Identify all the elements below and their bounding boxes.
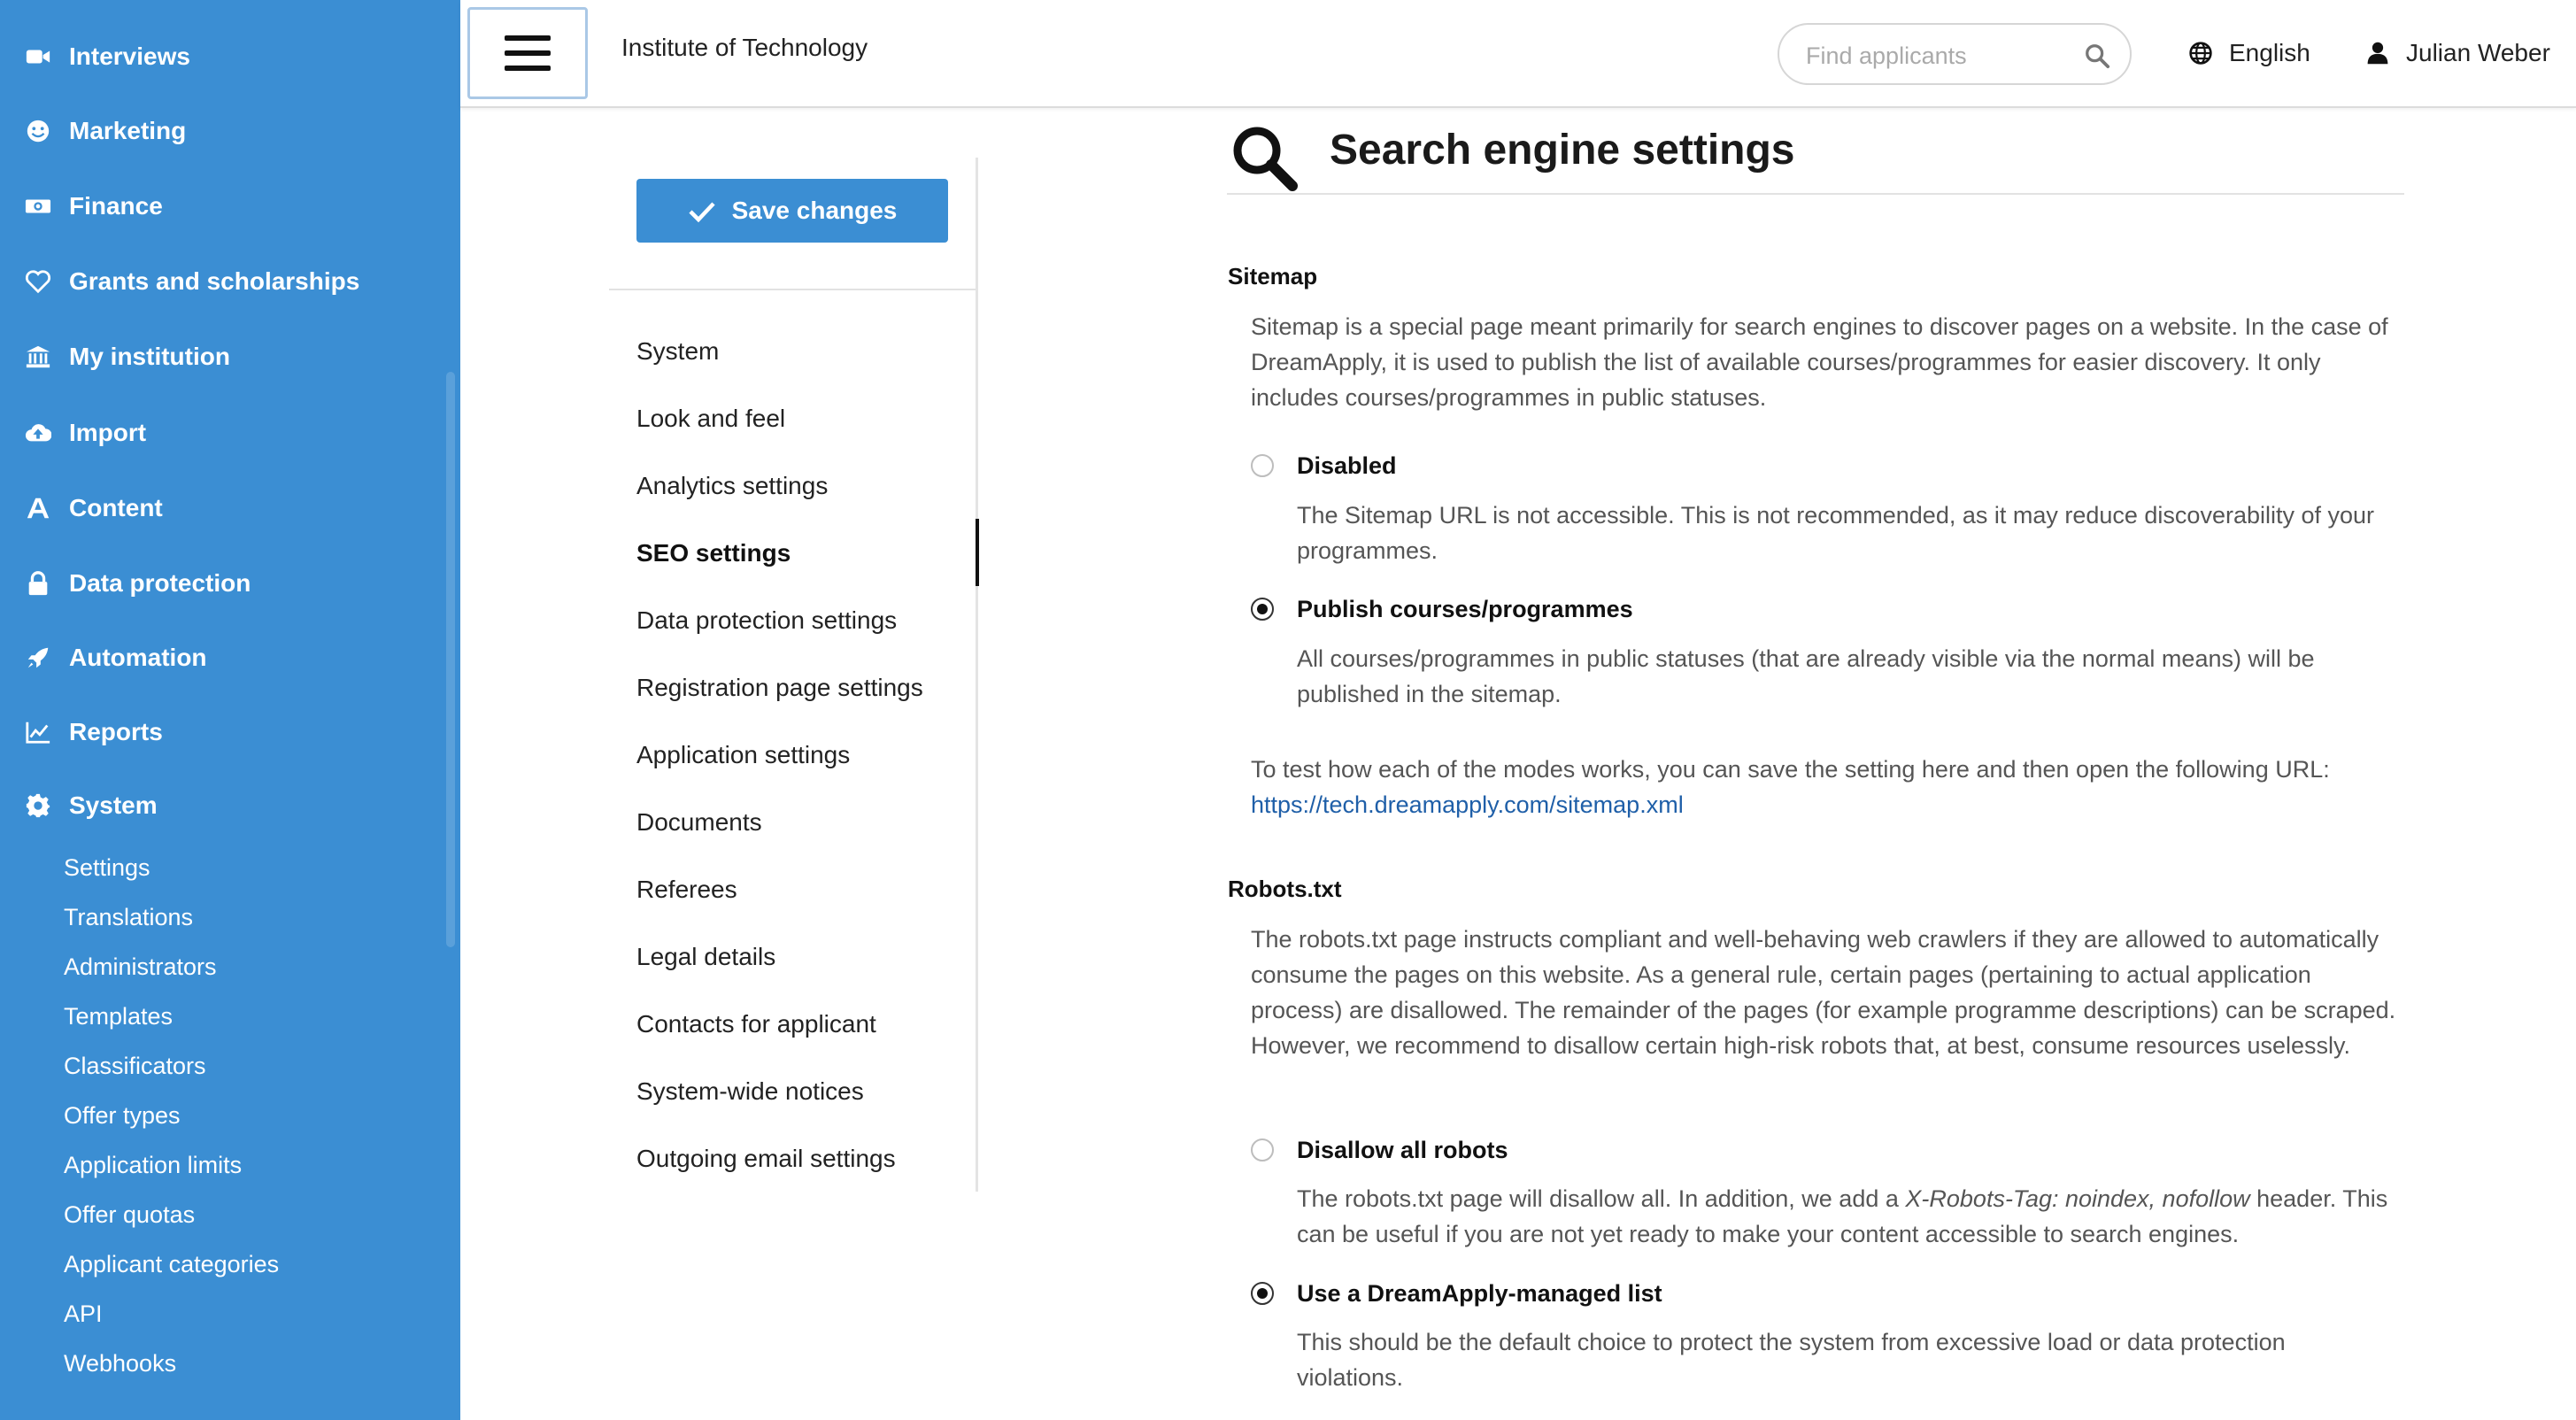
settings-menu-seo[interactable]: SEO settings [636, 539, 791, 567]
video-camera-icon [23, 42, 53, 72]
robots-disallow-desc: The robots.txt page will disallow all. In addition, we add a X-Robots-Tag: noindex, nofollow header. This can be useful if you are not yet ready to make your content accessible to search engines. [1297, 1185, 2388, 1247]
settings-menu-system[interactable]: System [636, 337, 720, 365]
robots-disallow-label[interactable]: Disallow all robots [1297, 1137, 1508, 1163]
sidebar-subitem-application-limits[interactable]: Application limits [64, 1151, 243, 1178]
settings-menu-contacts[interactable]: Contacts for applicant [636, 1010, 876, 1038]
sidebar-subitem-classificators[interactable]: Classificators [64, 1052, 206, 1079]
sidebar-subitem-offer-types[interactable]: Offer types [64, 1101, 181, 1129]
settings-menu-notices[interactable]: System-wide notices [636, 1077, 864, 1105]
institution-name: Institute of Technology [621, 34, 868, 61]
rocket-icon [23, 643, 53, 673]
sitemap-disabled-label[interactable]: Disabled [1297, 452, 1397, 479]
robots-heading: Robots.txt [1228, 876, 1342, 902]
cloud-upload-icon [23, 418, 53, 448]
sidebar-subitem-api[interactable]: API [64, 1300, 103, 1327]
settings-menu-documents[interactable]: Documents [636, 808, 762, 836]
settings-menu-data-protection[interactable]: Data protection settings [636, 606, 898, 634]
robots-intro: The robots.txt page instructs compliant and well-behaving web crawlers if they are allowed to automatically consume the pages on this website. As a general rule, certain pages (pertaining to actual application process) are disallowed. The remainder of the pages (for example programme descriptions) can be scraped. However, we recommend to disallow certain high-risk robots that, at best, consume resources uselessly. [1251, 926, 2396, 1059]
menu-toggle-button[interactable] [467, 7, 588, 99]
sitemap-test-text: To test how each of the modes works, you can save the setting here and then open the following URL: [1251, 756, 2330, 783]
settings-menu-referees[interactable]: Referees [636, 876, 737, 903]
sitemap-url-link[interactable]: https://tech.dreamapply.com/sitemap.xml [1251, 791, 1684, 818]
sidebar [0, 0, 460, 1420]
settings-menu-application[interactable]: Application settings [636, 741, 851, 768]
sidebar-item-import[interactable]: Import [23, 406, 146, 459]
sidebar-item-my-institution[interactable]: My institution [23, 330, 230, 383]
robots-managed-label[interactable]: Use a DreamApply-managed list [1297, 1280, 1662, 1307]
language-label: English [2229, 39, 2310, 66]
user-icon [2365, 41, 2390, 66]
title-divider [1227, 193, 2404, 195]
user-name: Julian Weber [2406, 39, 2550, 66]
smile-icon [23, 116, 53, 146]
sidebar-item-finance[interactable]: Finance [23, 180, 163, 233]
sidebar-subitem-webhooks[interactable]: Webhooks [64, 1349, 177, 1377]
line-chart-icon [23, 717, 53, 747]
sidebar-subitem-settings[interactable]: Settings [64, 853, 150, 881]
sitemap-publish-label[interactable]: Publish courses/programmes [1297, 596, 1633, 622]
robots-header-code: X-Robots-Tag: noindex, nofollow [1905, 1185, 2250, 1212]
sidebar-subitem-translations[interactable]: Translations [64, 903, 194, 930]
top-bar [460, 0, 2576, 108]
sidebar-scrollbar[interactable] [446, 372, 455, 947]
sidebar-item-content[interactable]: Content [23, 482, 163, 535]
sitemap-publish-desc: All courses/programmes in public statuses (that are already visible via the normal means) will be published in the sitemap. [1297, 645, 2315, 707]
submenu-divider [609, 289, 976, 290]
sidebar-subitem-applicant-categories[interactable]: Applicant categories [64, 1250, 280, 1277]
settings-menu-look-and-feel[interactable]: Look and feel [636, 405, 786, 432]
sidebar-item-data-protection[interactable]: Data protection [23, 557, 251, 610]
robots-managed-radio[interactable] [1251, 1282, 1274, 1305]
save-changes-button[interactable]: Save changes [636, 179, 948, 243]
search-input[interactable] [1804, 37, 2073, 74]
lock-icon [23, 568, 53, 598]
globe-icon [2188, 41, 2213, 66]
page-title: Search engine settings [1330, 127, 1795, 174]
settings-menu-outgoing-email[interactable]: Outgoing email settings [636, 1145, 896, 1172]
search-icon [1229, 122, 1300, 193]
sitemap-heading: Sitemap [1228, 263, 1318, 289]
user-menu[interactable] [2365, 27, 2550, 80]
sidebar-item-marketing[interactable]: Marketing [23, 104, 186, 158]
sitemap-intro: Sitemap is a special page meant primarily for search engines to discover pages on a website. In the case of DreamApply, it is used to publish the list of available courses/programmes for easier discovery. It only includes courses/programmes in public statuses. [1251, 313, 2388, 411]
money-bill-icon [23, 191, 53, 221]
sidebar-subitem-offer-quotas[interactable]: Offer quotas [64, 1200, 196, 1228]
settings-menu-registration-page[interactable]: Registration page settings [636, 674, 923, 701]
sidebar-item-interviews[interactable]: Interviews [23, 30, 190, 83]
applicant-search[interactable] [1778, 23, 2132, 85]
sidebar-item-system[interactable]: System [23, 779, 158, 832]
search-icon[interactable] [2084, 42, 2110, 69]
robots-disallow-radio[interactable] [1251, 1138, 1274, 1161]
heart-icon [23, 266, 53, 297]
sidebar-subitem-administrators[interactable]: Administrators [64, 953, 217, 980]
sidebar-item-automation[interactable]: Automation [23, 631, 207, 684]
sitemap-disabled-radio[interactable] [1251, 454, 1274, 477]
active-item-indicator [976, 519, 979, 586]
gear-icon [23, 791, 53, 821]
robots-managed-desc: This should be the default choice to protect the system from excessive load or data protection violations. [1297, 1329, 2286, 1391]
font-icon [23, 493, 53, 523]
bank-icon [23, 342, 53, 372]
sidebar-item-grants[interactable]: Grants and scholarships [23, 255, 359, 308]
sitemap-disabled-desc: The Sitemap URL is not accessible. This is not recommended, as it may reduce discoverability of your programmes. [1297, 502, 2375, 564]
sitemap-publish-radio[interactable] [1251, 598, 1274, 621]
hamburger-icon [505, 35, 551, 71]
language-selector[interactable] [2188, 27, 2310, 80]
checkmark-icon [688, 197, 716, 225]
sidebar-item-reports[interactable]: Reports [23, 706, 163, 759]
submenu-border [976, 158, 978, 1192]
sidebar-subitem-templates[interactable]: Templates [64, 1002, 174, 1030]
settings-menu-legal-details[interactable]: Legal details [636, 943, 776, 970]
settings-menu-analytics[interactable]: Analytics settings [636, 472, 829, 499]
